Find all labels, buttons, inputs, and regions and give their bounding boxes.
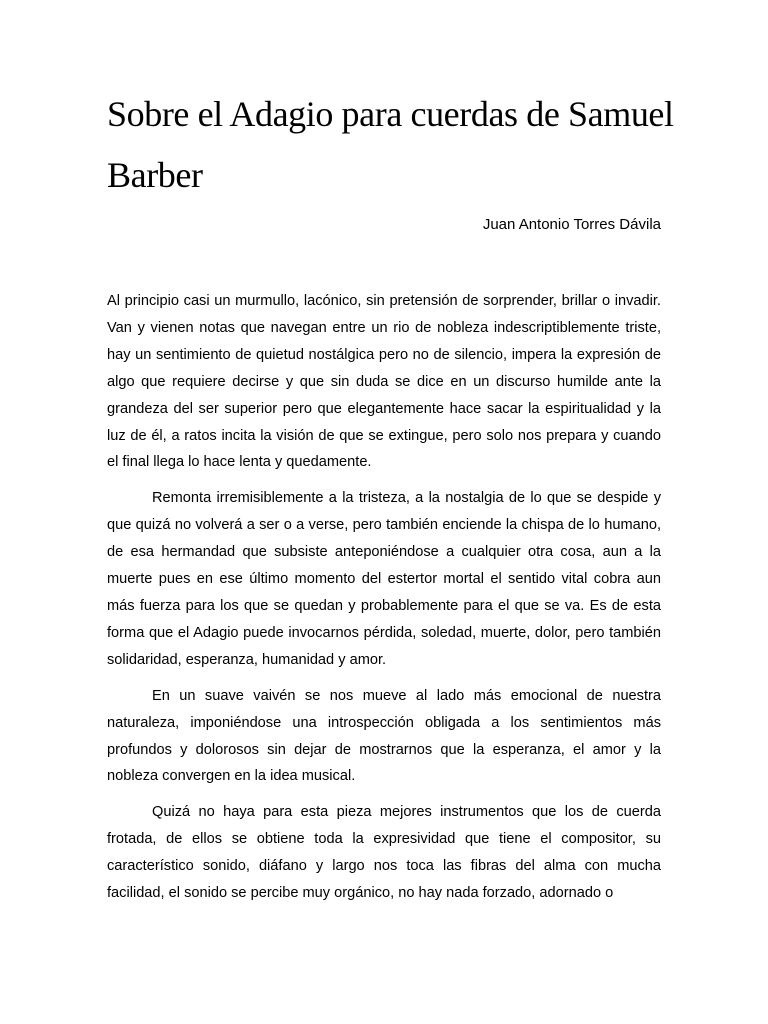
paragraph-3: En un suave vaivén se nos mueve al lado más emocional de nuestra naturaleza, imponiéndose una introspección obligada a los sentimientos más profundos y dolorosos sin dejar de mostrarnos que la esperanza, el amor y la nobleza convergen en la idea musical. xyxy=(107,687,661,785)
paragraph-4: Quizá no haya para esta pieza mejores instrumentos que los de cuerda frotada, de ellos se obtiene toda la expresividad que tiene el compositor, su característico sonido, diáfano y largo nos toca las fibras del alma con mucha facilidad, el sonido se percibe muy orgánico, no hay nada forzado, adornado o xyxy=(107,804,661,902)
paragraph-2: Remonta irremisiblemente a la tristeza, a la nostalgia de lo que se despide y que quizá no volverá a ser o a verse, pero también enciende la chispa de lo humano, de esa hermandad que subsiste anteponiéndose a cualquier otra cosa, aun a la muerte pues en ese último momento del estertor mortal el sentido vital cobra aun más fuerza para los que se quedan y probablemente para el que se va. Es de esta forma que el Adagio puede invocarnos pérdida, soledad, muerte, dolor, pero también solidaridad, esperanza, humanidad y amor. xyxy=(107,490,661,668)
paragraph-1: Al principio casi un murmullo, lacónico, sin pretensión de sorprender, brillar o invadir. Van y vienen notas que navegan entre un rio de nobleza indescriptiblemente triste, hay un sentimiento de quietud nostálgica pero no de silencio, impera la expresión de algo que requiere decirse y que sin duda se dice en un discurso humilde ante la grandeza del ser superior pero que elegantemente hace sacar la espiritualidad y la luz de él, a ratos incita la visión de que se extingue, pero solo nos prepara y cuando el final llega lo hace lenta y quedamente. xyxy=(107,293,661,471)
document-title: Sobre el Adagio para cuerdas de Samuel Barber xyxy=(107,94,674,195)
author-name: Juan Antonio Torres Dávila xyxy=(482,216,661,233)
document-body xyxy=(107,288,661,916)
